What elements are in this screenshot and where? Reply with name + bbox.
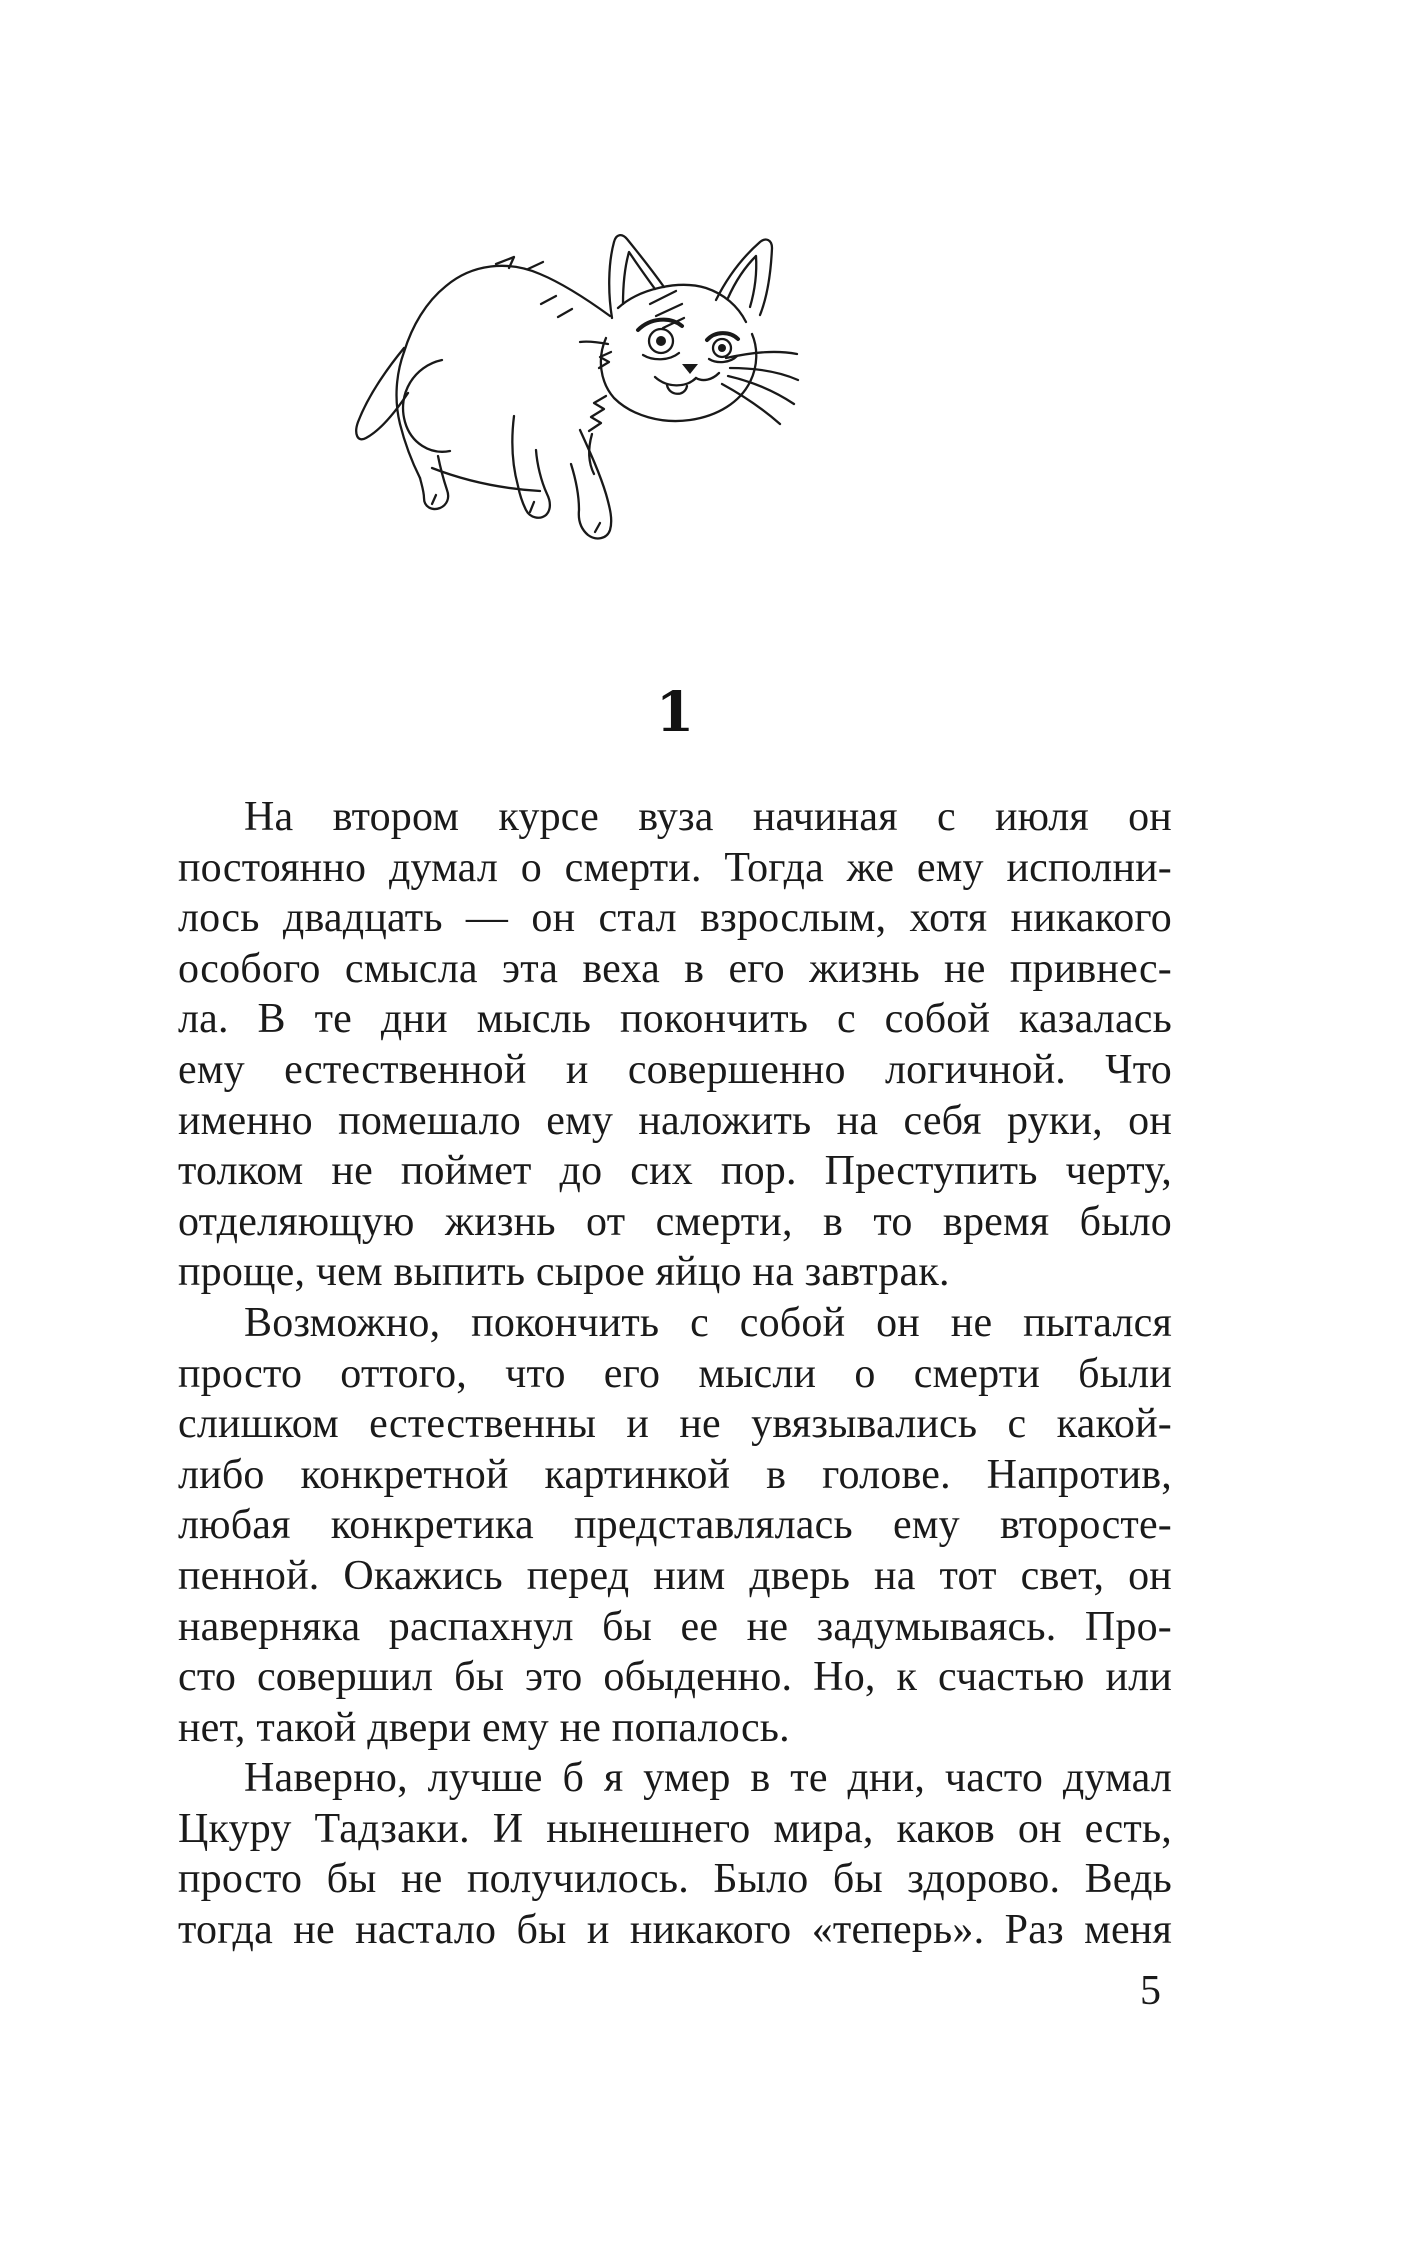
text-line: На втором курсе вуза начиная с июля он	[244, 794, 1172, 840]
text-line: сто совершил бы это обыденно. Но, к счастью или	[178, 1654, 1172, 1701]
text-line: проще, чем выпить сырое яйцо на завтрак.	[178, 1249, 950, 1296]
body-text	[178, 792, 1172, 1956]
text-line: отделяющую жизнь от смерти, в то время было	[178, 1198, 1172, 1245]
text-line: особого смысла эта веха в его жизнь не привнес-	[178, 945, 1172, 992]
text-line: Возможно, покончить с собой он не пытался	[244, 1299, 1172, 1346]
text-line: нет, такой двери ему не попалось.	[178, 1704, 790, 1751]
text-line: Цкуру Тадзаки. И нынешнего мира, каков он есть,	[178, 1805, 1172, 1852]
text-line: тогда не настало бы и никакого «теперь». Раз меня	[178, 1907, 1172, 1954]
text-line: просто бы не получилось. Было бы здорово. Ведь	[178, 1856, 1172, 1903]
text-line: любая конкретика представлялась ему второсте-	[178, 1502, 1172, 1549]
text-line: просто оттого, что его мысли о смерти были	[178, 1350, 1172, 1397]
text-line: ла. В те дни мысль покончить с собой казалась	[178, 996, 1172, 1043]
text-line: либо конкретной картинкой в голове. Напротив,	[178, 1451, 1172, 1498]
text-line: именно помешало ему наложить на себя руки, он	[178, 1097, 1172, 1144]
kitten-illustration	[350, 212, 800, 565]
text-line: лось двадцать — он стал взрослым, хотя никакого	[178, 895, 1172, 942]
text-line: толком не поймет до сих пор. Преступить черту,	[178, 1148, 1172, 1195]
text-line: Наверно, лучше б я умер в те дни, часто думал	[244, 1755, 1172, 1802]
text-line: слишком естественны и не увязывались с какой-	[178, 1401, 1172, 1448]
text-line: наверняка распахнул бы ее не задумываясь. Про-	[178, 1603, 1172, 1650]
text-line: постоянно думал о смерти. Тогда же ему исполни-	[178, 844, 1172, 891]
text-line: пенной. Окажись перед ним дверь на тот свет, он	[178, 1552, 1172, 1599]
chapter-number: 1	[655, 679, 695, 744]
page-number: 5	[1140, 1968, 1161, 2014]
text-line: ему естественной и совершенно логичной. Что	[178, 1046, 1172, 1093]
